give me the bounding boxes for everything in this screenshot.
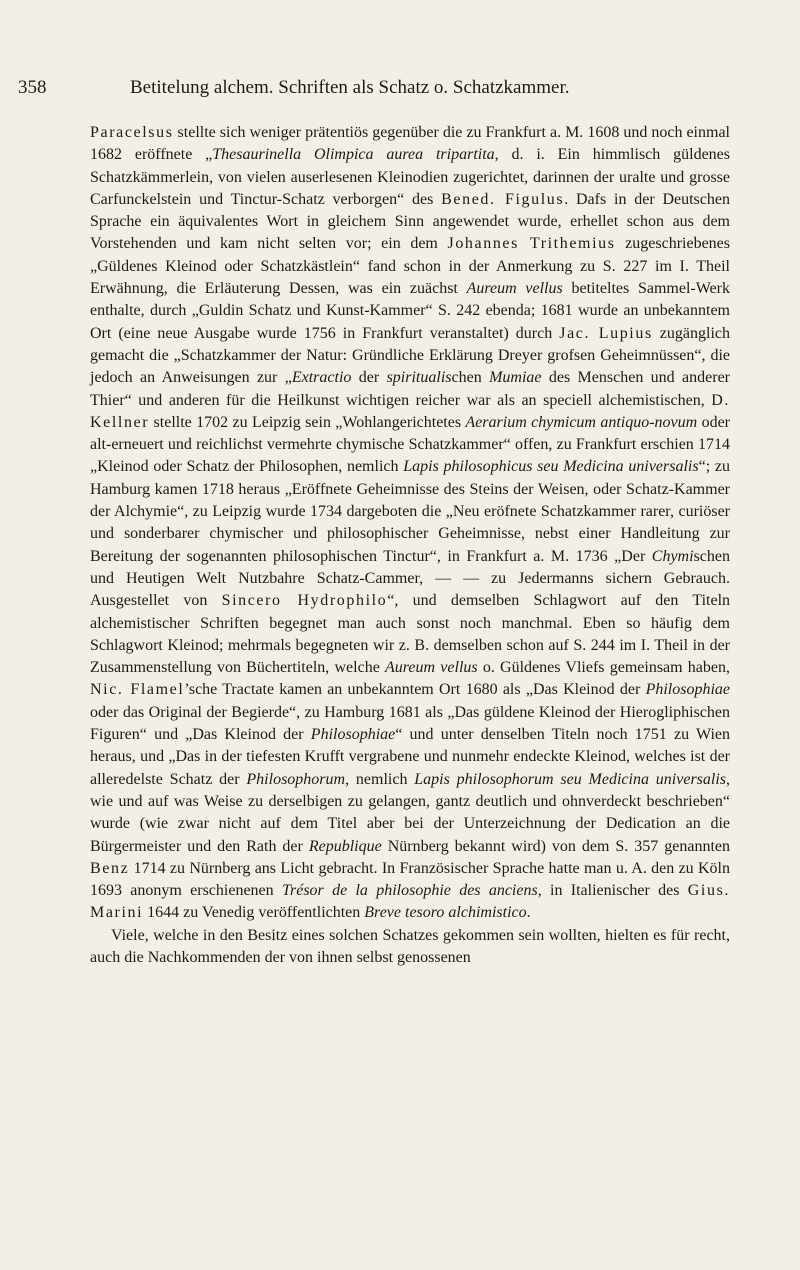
text-run: oder alt-erneuert und reichlichst vermehrte chymische Schatzkammer“ offen, zu Frankfurt erschien 1714 „Kleinod oder Schatz der Philosophen, nemlich [90,413,730,476]
italic-text: spiritualis [386,369,452,387]
running-title: Betitelung alchem. Schriften als Schatz o. Schatzkammer. [130,77,570,98]
text-run: zugeschriebenes „Güldenes Kleinod oder Schatzkästlein“ fand schon in der Anmerkung zu S. 227 im I. Theil Erwähnung, die Erläuterung Dessen, was ein zuächst [90,235,731,298]
paragraph [90,122,730,925]
text-run: des Menschen und anderer Thier“ und anderen für die Heilkunst wichtigen reicher war als an speciell alchemistischen, [90,369,731,409]
spaced-name: Benz [90,859,130,877]
text-run: , d. i. Ein himmlisch güldenes Schatzkämmerlein, von vielen auserlesenen Kleinodien zugerichtet, darinnen der uralte und grosse Carfunckelstein und Tinctur-Schatz verborgen“ des [90,146,731,208]
text-run: “, und demselben Schlagwort auf den Titeln alchemistischer Schriften begegnet man auch sonst noch manchmal. Eben so häufig dem Schlagwort Kleinod; mehrmals begegneten wir z. B. demselben schon auf S. 244 im I. Theil in der Zusammenstellung von Büchertiteln, welche [90,592,731,677]
italic-text: Lapis philosophorum seu Medicina universalis [414,770,727,788]
spaced-name: Bened. Figulus [441,190,565,208]
spaced-name: Nic. Flamel [90,681,185,699]
text-run: 1644 zu Venedig veröffentlichten [143,904,365,922]
text-run: “; zu Hamburg kamen 1718 heraus „Eröffnete Geheimnisse des Steins der Weisen, oder Schatz-Kammer der Alchymie“, zu Leipzig wurde 1734 dargeboten die „Neu eröfnete Schatzkammer rarer, curiöser und sonderbarer chymischer und philosophischer Geheimnisse, nebst einer Handleitung zur Bereitung der sogenannten philosophischen Tinctur“, in Frankfurt a. M. 1736 „Der [90,458,730,565]
spaced-name: Sincero Hydrophilo [221,592,388,610]
spaced-name: D. Kellner [90,391,730,431]
paragraph [90,925,730,970]
text-run: o. Güldenes Vliefs gemeinsam haben, [477,659,731,677]
italic-text: Aerarium chymicum antiquo-novum [465,413,698,431]
italic-text: Mumiae [489,369,542,387]
text-run: Nürnberg bekannt wird) von dem S. 357 genannten [381,837,731,855]
italic-text: Philosophorum [246,770,346,788]
text-run: oder das Original der Begierde“, zu Hamburg 1681 als „Das güldene Kleinod der Hierogliphischen Figuren“ und „Das Kleinod der [90,703,730,744]
italic-text: Philosophiae [645,681,730,699]
italic-text: Breve tesoro alchimistico [364,904,527,922]
italic-text: Philosophiae [310,726,396,744]
text-run: stellte 1702 zu Leipzig sein „Wohlangerichtetes [149,413,466,431]
text-run: . Dafs in der Deutschen Sprache ein äquivalentes Wort in gleichem Sinn angewendet wurde, erhellet schon aus dem Vorstehenden und kam nicht selten vor; ein dem [90,190,730,253]
text-run: . [526,904,531,922]
text-run: zugänglich gemacht die „Schatzkammer der Natur: Gründliche Erklärung Dreyer grofsen Geheimnüssen“, die jedoch an Anweisungen zur „ [90,324,731,387]
italic-text: Chymi [651,547,694,565]
italic-text: Aureum vellus [385,659,478,677]
page-number: 358 [18,77,47,98]
spaced-name: Gius. Marini [90,882,730,922]
text-run: betiteltes Sammel-Werk enthalte, durch „Guldin Schatz und Kunst-Kammer“ S. 242 ebenda; 1681 wurde an unbekanntem Ort (eine neue Ausgabe wurde 1756 in Frankfurt veranstaltet) durch [90,280,730,342]
text-run: Viele, welche in den Besitz eines solchen Schatzes gekommen sein wollten, hielten es für recht, auch die Nachkommenden der von ihnen selbst genossenen [90,926,730,966]
text-run: stellte sich weniger prätentiös gegenüber die zu Frankfurt a. M. 1608 und noch einmal 1682 eröffnete „ [90,124,730,164]
text-run: 1714 zu Nürnberg ans Licht gebracht. In Französischer Sprache hatte man u. A. den zu Köln 1693 anonym erschienenen [90,859,730,900]
text-run: ’sche Tractate kamen an unbekanntem Ort 1680 als „Das Kleinod der [184,681,646,699]
spaced-name: Paracelsus [90,124,174,141]
text-run: “ und unter denselben Titeln noch 1751 zu Wien heraus, und „Das in der tiefesten Krufft vergrabene und nunmehr endeckte Kleinod, welches ist der alleredelste Schatz der [90,726,730,788]
text-run: , in Italienischer des [537,882,688,900]
spaced-name: Jac. Lupius [559,324,653,342]
text-run: chen [451,369,490,387]
italic-text: Aureum vellus [466,280,563,298]
text-run: der [351,369,387,387]
italic-text: Thesaurinella Olimpica aurea tripartita [212,146,495,164]
page-header [18,76,718,100]
text-run: , wie und auf was Weise zu derselbigen zu gelangen, gantz deutlich und ohnverdeckt beschrieben“ wurde (wie zwar nicht auf dem Titel aber bei der Unterzeichnung der Dedication an die Bürgermeister und den Rath der [90,770,731,855]
body-text [90,122,730,969]
text-run: schen und Heutigen Welt Nutzbahre Schatz-Cammer, — — zu Jedermanns sichern Gebrauch. Ausgestellet von [90,547,730,610]
text-run: , nemlich [345,770,415,788]
spaced-name: Johannes Trithemius [447,235,616,253]
italic-text: Trésor de la philosophie des anciens [281,882,538,900]
italic-text: Extractio [291,369,352,387]
italic-text: Republique [308,837,382,855]
italic-text: Lapis philosophicus seu Medicina universalis [403,458,699,476]
